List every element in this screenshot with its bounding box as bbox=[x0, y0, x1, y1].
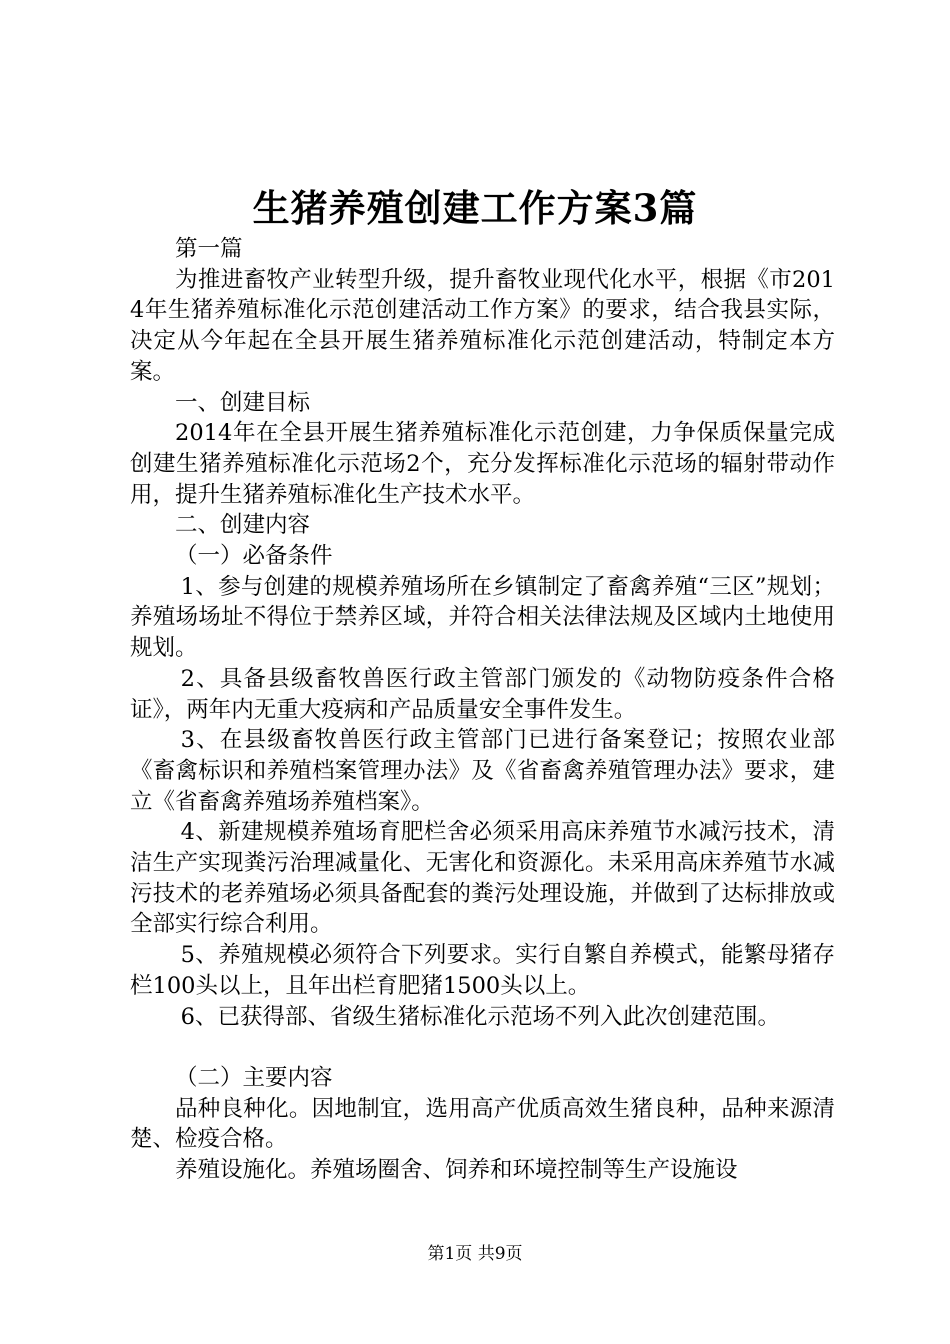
document-body bbox=[130, 234, 835, 1186]
section-heading-goals: 一、创建目标 bbox=[175, 389, 311, 416]
requirement-item-3: 3、在县级畜牧兽医行政主管部门已进行备案登记；按照农业部《畜禽标识和养殖档案管理办法》及《省畜禽养殖管理办法》要求，建立《省畜禽养殖场养殖档案》。 bbox=[130, 727, 835, 815]
content-item-breeds: 品种良种化。因地制宜，选用高产优质高效生猪良种，品种来源清楚、检疫合格。 bbox=[130, 1095, 835, 1153]
requirement-item-1: 1、参与创建的规模养殖场所在乡镇制定了畜禽养殖“三区”规划；养殖场场址不得位于禁养区域，并符合相关法律法规及区域内土地使用规划。 bbox=[130, 573, 835, 662]
subsection-heading-requirements: （一）必备条件 bbox=[175, 543, 333, 570]
document-title: 生猪养殖创建工作方案3篇 bbox=[252, 186, 698, 230]
requirement-item-6: 6、已获得部、省级生猪标准化示范场不列入此次创建范围。 bbox=[180, 1003, 780, 1030]
requirement-item-4: 4、新建规模养殖场育肥栏舍必须采用高床养殖节水减污技术，清洁生产实现粪污治理减量化、无害化和资源化。未采用高床养殖节水减污技术的老养殖场必须具备配套的粪污处理设施，并做到了达标排放或全部实行综合利用。 bbox=[130, 819, 835, 938]
part-heading: 第一篇 bbox=[175, 236, 243, 262]
requirement-item-5: 5、养殖规模必须符合下列要求。实行自繁自养模式，能繁母猪存栏100头以上，且年出栏育肥猪1500头以上。 bbox=[130, 942, 835, 999]
goals-paragraph: 2014年在全县开展生猪养殖标准化示范创建，力争保质保量完成创建生猪养殖标准化示范场2个，充分发挥标准化示范场的辐射带动作用，提升生猪养殖标准化生产技术水平。 bbox=[130, 420, 835, 508]
page-footer: 第1页 共9页 bbox=[427, 1244, 523, 1264]
section-heading-content: 二、创建内容 bbox=[175, 512, 311, 539]
content-item-facilities: 养殖设施化。养殖场圈舍、饲养和环境控制等生产设施设 bbox=[175, 1157, 738, 1184]
requirement-item-2: 2、具备县级畜牧兽医行政主管部门颁发的《动物防疫条件合格证》，两年内无重大疫病和产品质量安全事件发生。 bbox=[130, 665, 835, 723]
intro-paragraph: 为推进畜牧产业转型升级，提升畜牧业现代化水平，根据《市2014年生猪养殖标准化示范创建活动工作方案》的要求，结合我县实际，决定从今年起在全县开展生猪养殖标准化示范创建活动，特制定本方案。 bbox=[130, 266, 835, 385]
subsection-heading-main-content: （二）主要内容 bbox=[175, 1064, 333, 1091]
